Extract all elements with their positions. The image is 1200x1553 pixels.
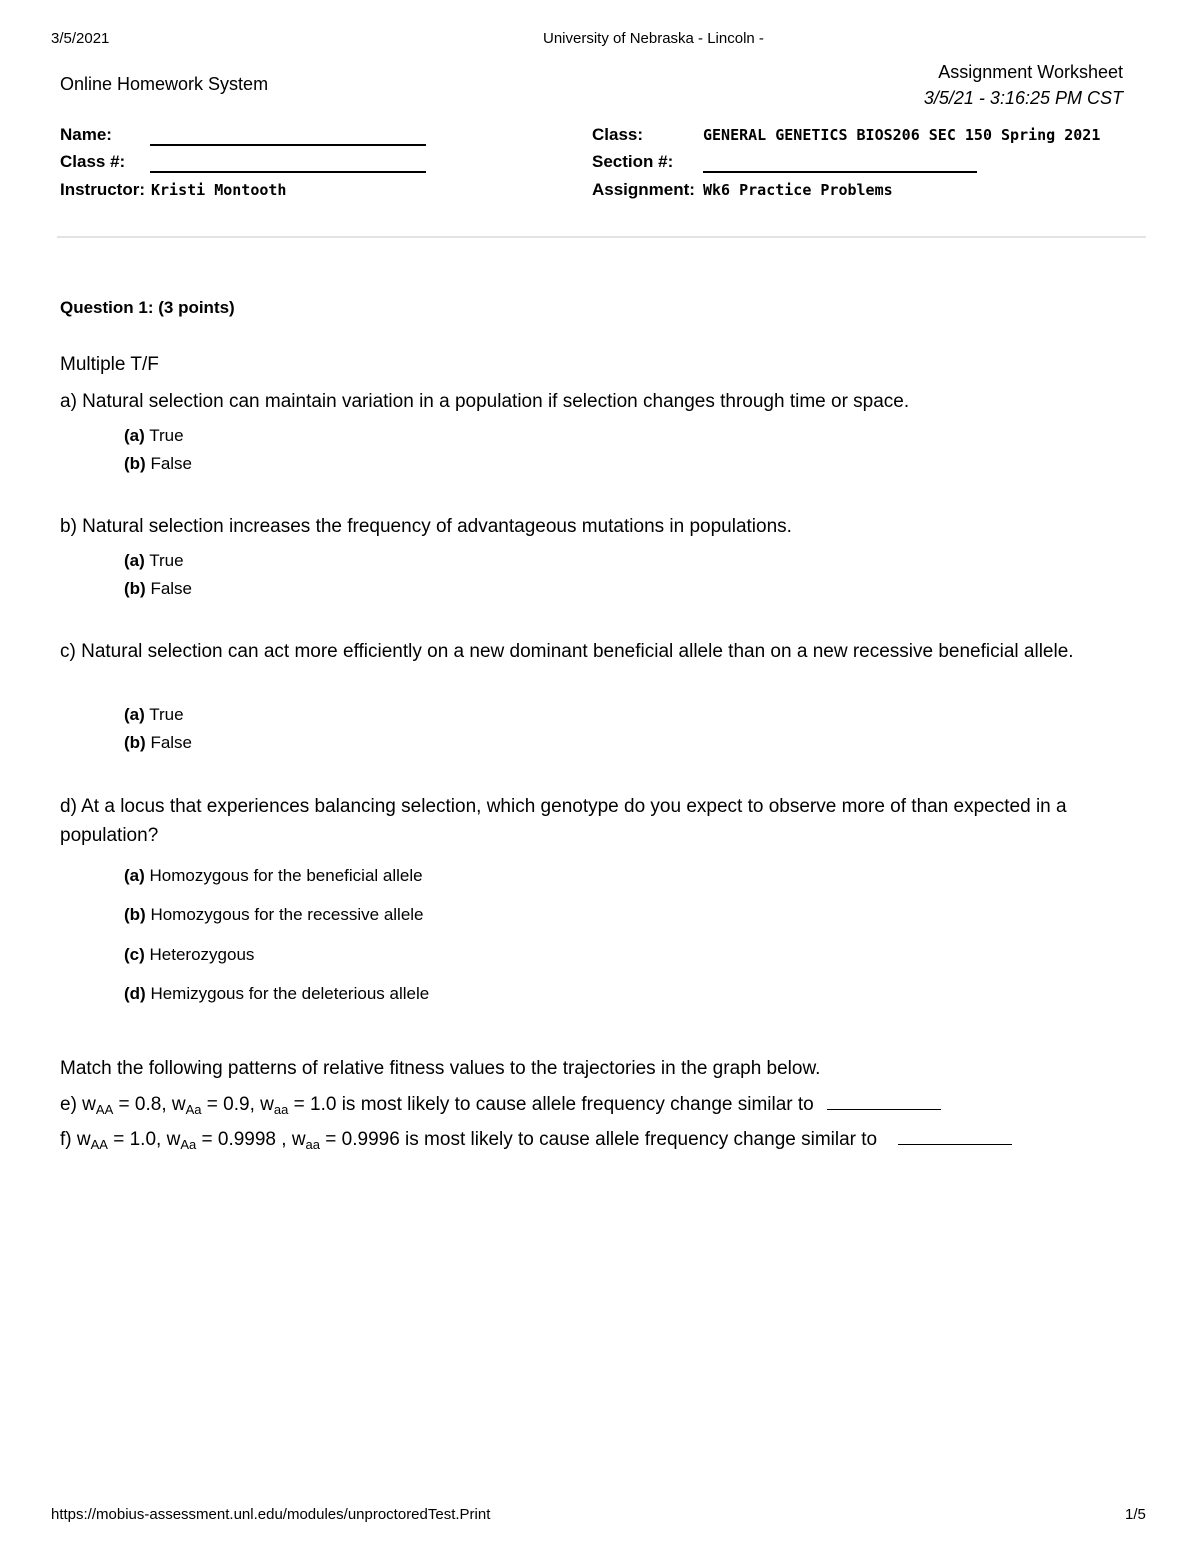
section-label: Section #: xyxy=(592,152,674,171)
match-intro: Match the following patterns of relative fitness values to the trajectories in the graph below. xyxy=(60,1058,821,1079)
part-d-option-a[interactable]: (a) Homozygous for the beneficial allele xyxy=(124,866,423,885)
print-site-title: University of Nebraska - Lincoln - xyxy=(543,30,764,47)
worksheet-title: Assignment Worksheet xyxy=(938,62,1123,82)
section-blank xyxy=(703,171,977,173)
part-d-text: d) At a locus that experiences balancing selection, which genotype do you expect to observe more of than expected in a population? xyxy=(60,796,1067,846)
print-date: 3/5/2021 xyxy=(51,30,110,47)
part-a-option-b[interactable]: (b) False xyxy=(124,454,193,473)
class-label: Class: xyxy=(592,125,644,144)
worksheet-timestamp: 3/5/21 - 3:16:25 PM CST xyxy=(923,88,1123,108)
instructor-label: Instructor: xyxy=(60,180,145,199)
part-d-option-d[interactable]: (d) Hemizygous for the deleterious allele xyxy=(124,984,430,1003)
part-b-option-a[interactable]: (a) True xyxy=(124,551,184,570)
part-d-option-c[interactable]: (c) Heterozygous xyxy=(124,945,255,964)
name-blank xyxy=(150,144,426,146)
part-f-answer-blank[interactable] xyxy=(898,1128,1012,1145)
part-e-answer-blank[interactable] xyxy=(827,1093,941,1110)
name-label: Name: xyxy=(60,125,112,144)
class-number-label: Class #: xyxy=(60,152,126,171)
part-c-option-a[interactable]: (a) True xyxy=(124,705,184,724)
system-name: Online Homework System xyxy=(60,74,269,94)
part-a-text: a) Natural selection can maintain variation in a population if selection changes through time or space. xyxy=(60,391,910,412)
page-number: 1/5 xyxy=(1125,1506,1146,1523)
part-b-text: b) Natural selection increases the frequency of advantageous mutations in populations. xyxy=(60,516,792,537)
question-title: Question 1: (3 points) xyxy=(60,298,235,317)
assignment-value: Wk6 Practice Problems xyxy=(703,181,893,199)
part-b-option-b[interactable]: (b) False xyxy=(124,579,193,598)
part-c-text: c) Natural selection can act more efficiently on a new dominant beneficial allele than on a new recessive beneficial allele. xyxy=(60,641,1074,662)
class-number-blank xyxy=(150,171,426,173)
class-value: GENERAL GENETICS BIOS206 SEC 150 Spring 2021 xyxy=(703,126,1101,144)
assignment-label: Assignment: xyxy=(592,180,695,199)
part-e-text: e) $w_{AA} = 0.8$, $w_{Aa} = 0.9$, $w_{aa} = 1.0$ is most likely to cause allele frequency change similar to xyxy=(60,1093,941,1117)
part-f-text: f) $w_{AA} = 1.0$, $w_{Aa} = 0.9998$ , $w_{aa} = 0.9996$ is most likely to cause allele frequency change similar to xyxy=(60,1128,1012,1152)
question-type: Multiple T/F xyxy=(60,354,159,375)
part-d-option-b[interactable]: (b) Homozygous for the recessive allele xyxy=(124,905,424,924)
instructor-value: Kristi Montooth xyxy=(151,181,287,199)
header-divider xyxy=(57,236,1146,238)
part-a-option-a[interactable]: (a) True xyxy=(124,426,184,445)
part-c-option-b[interactable]: (b) False xyxy=(124,733,193,752)
print-url[interactable]: https://mobius-assessment.unl.edu/modules/unproctoredTest.Print xyxy=(51,1506,491,1523)
